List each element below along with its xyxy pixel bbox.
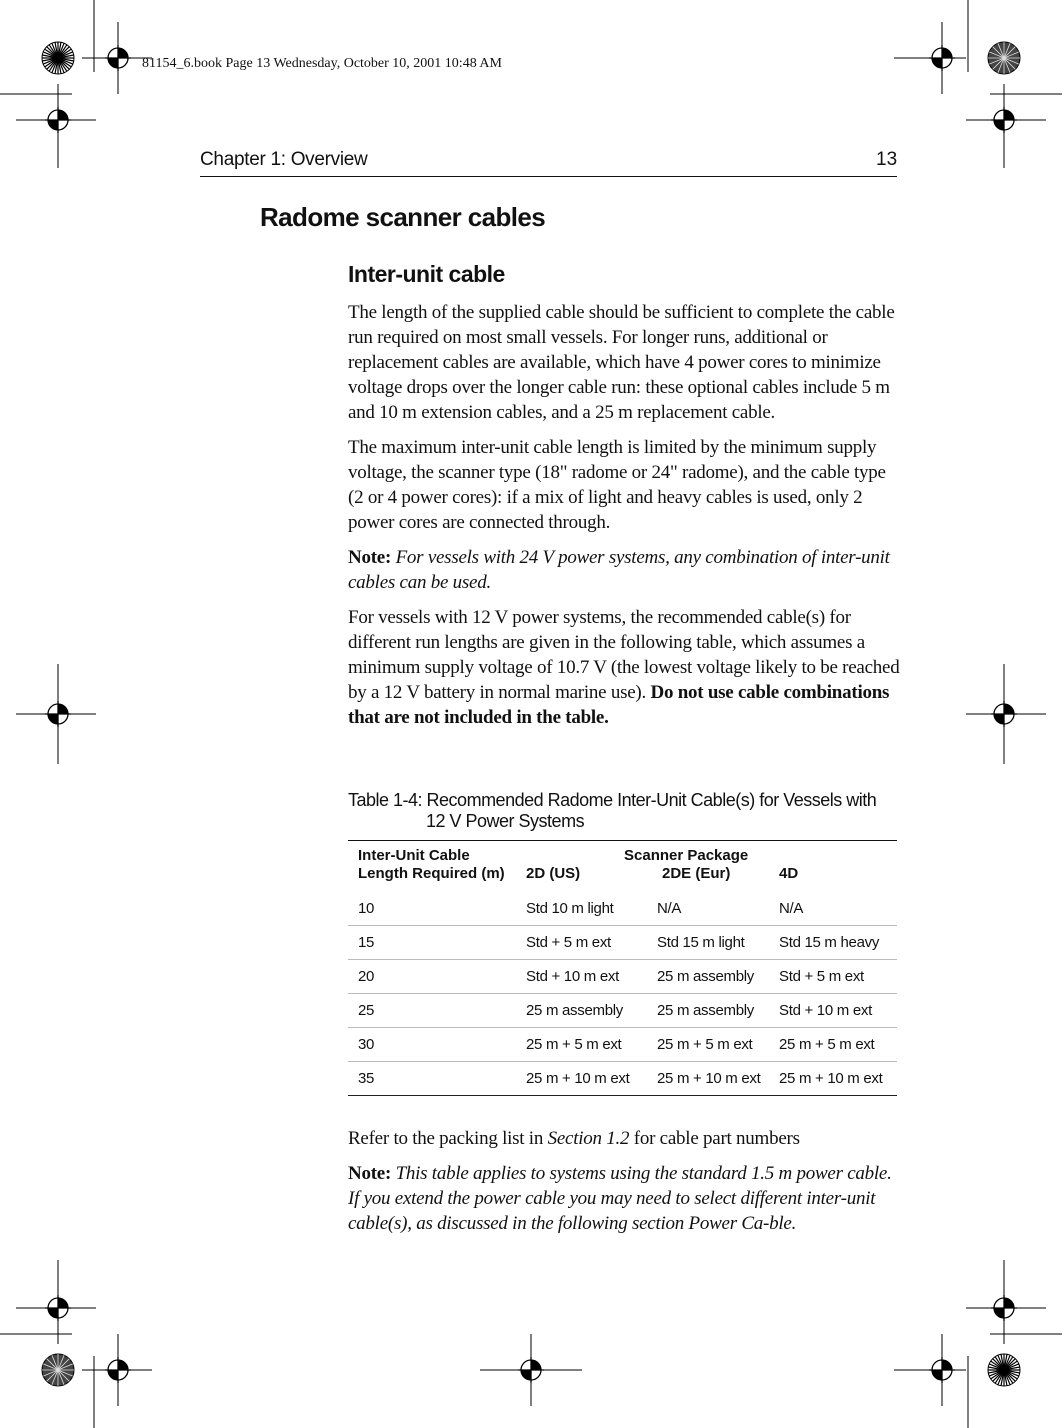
cell-length: 20 — [358, 968, 375, 985]
subsection-title: Inter-unit cable — [348, 261, 505, 287]
cell-2de: 25 m assembly — [657, 1002, 754, 1019]
print-slug: 81154_6.book Page 13 Wednesday, October 10, 2001 10:48 AM — [142, 56, 502, 71]
paragraph-packing-list — [348, 1126, 900, 1151]
header-2d-us: 2D (US) — [526, 865, 581, 882]
cell-4d: Std + 10 m ext — [779, 1002, 872, 1019]
table-bottom-rule — [348, 1095, 897, 1096]
page-number: 13 — [876, 149, 898, 170]
packing-text-before: Refer to the packing list in — [348, 1128, 548, 1149]
header-length-line2: Length Required (m) — [358, 865, 505, 882]
paragraph-max-length: The maximum inter-unit cable length is limited by the minimum supply voltage, the scanner type (18" radome or 24" radome), and the cable type (2 or 4 power cores): if a mix of light and heavy cables is used, only 2 power cores are connected through. — [348, 437, 886, 533]
table-row — [348, 960, 897, 994]
cell-4d: 25 m + 10 m ext — [779, 1070, 883, 1087]
cell-length: 15 — [358, 934, 375, 951]
note-label: Note: — [348, 1163, 392, 1184]
cell-4d: N/A — [779, 900, 804, 917]
table-caption-line1: Table 1-4: Recommended Radome Inter-Unit Cable(s) for Vessels with — [348, 790, 877, 810]
cell-length: 30 — [358, 1036, 375, 1053]
note-label: Note: — [348, 547, 392, 568]
paragraph-12v — [348, 605, 900, 730]
paragraph-12v-text: For vessels with 12 V power systems, the recommended cable(s) for different run lengths are given in the following table, which assumes a minimum supply voltage of 10.7 V (the lowest voltage likely to be reached by a 12 V battery in normal marine use). — [348, 607, 900, 703]
cell-length: 10 — [358, 900, 375, 917]
cell-2de: N/A — [657, 900, 682, 917]
cell-2d: 25 m + 5 m ext — [526, 1036, 622, 1053]
table-row — [348, 1028, 897, 1062]
cell-2d: Std + 10 m ext — [526, 968, 619, 985]
header-4d: 4D — [779, 865, 799, 882]
packing-text-after: for cable part numbers — [629, 1128, 800, 1149]
paragraph-12v-warning: Do not use cable combinations that are not included in the table. — [348, 682, 890, 728]
body-text-upper — [348, 300, 900, 730]
cell-2de: 25 m + 5 m ext — [657, 1036, 753, 1053]
table-row — [348, 994, 897, 1028]
table-caption-line2: 12 V Power Systems — [426, 811, 585, 831]
cell-4d: Std + 5 m ext — [779, 968, 864, 985]
section-reference: Section 1.2 — [547, 1128, 630, 1149]
cell-4d: Std 15 m heavy — [779, 934, 880, 951]
section-title: Radome scanner cables — [260, 202, 546, 232]
cell-2de: Std 15 m light — [657, 934, 745, 951]
table-row — [348, 892, 897, 926]
header-scanner-package: Scanner Package — [624, 847, 749, 864]
running-header-chapter: Chapter 1: Overview — [200, 149, 368, 170]
header-2de-eur: 2DE (Eur) — [662, 865, 731, 882]
body-text-lower — [348, 1126, 900, 1236]
cell-2d: 25 m + 10 m ext — [526, 1070, 630, 1087]
cell-2d: Std 10 m light — [526, 900, 614, 917]
table-row — [348, 926, 897, 960]
cell-2d: 25 m assembly — [526, 1002, 623, 1019]
table-caption — [348, 790, 876, 832]
cell-length: 25 — [358, 1002, 375, 1019]
cell-4d: 25 m + 5 m ext — [779, 1036, 875, 1053]
header-length-line1: Inter-Unit Cable — [358, 847, 470, 864]
note-24v — [348, 545, 900, 595]
cell-2de: 25 m assembly — [657, 968, 754, 985]
cell-2d: Std + 5 m ext — [526, 934, 611, 951]
header-rule — [200, 176, 897, 177]
note-text: For vessels with 24 V power systems, any combination of inter-unit cables can be used. — [348, 547, 890, 593]
note-text: This table applies to systems using the standard 1.5 m power cable. If you extend the power cable you may need to select different inter-unit cable(s), as discussed in the following section Power Ca-ble. — [348, 1163, 892, 1234]
table-top-rule — [348, 840, 897, 841]
paragraph-cable-length: The length of the supplied cable should be sufficient to complete the cable run required on most small vessels. For longer runs, additional or replacement cables are available, which have 4 power cores to minimize voltage drops over the longer cable run: these optional cables include 5 m and 10 m extension cables, and a 25 m replacement cable. — [348, 302, 895, 423]
table-row — [348, 1062, 897, 1096]
cell-2de: 25 m + 10 m ext — [657, 1070, 761, 1087]
note-power-cable — [348, 1161, 900, 1236]
cell-length: 35 — [358, 1070, 375, 1087]
